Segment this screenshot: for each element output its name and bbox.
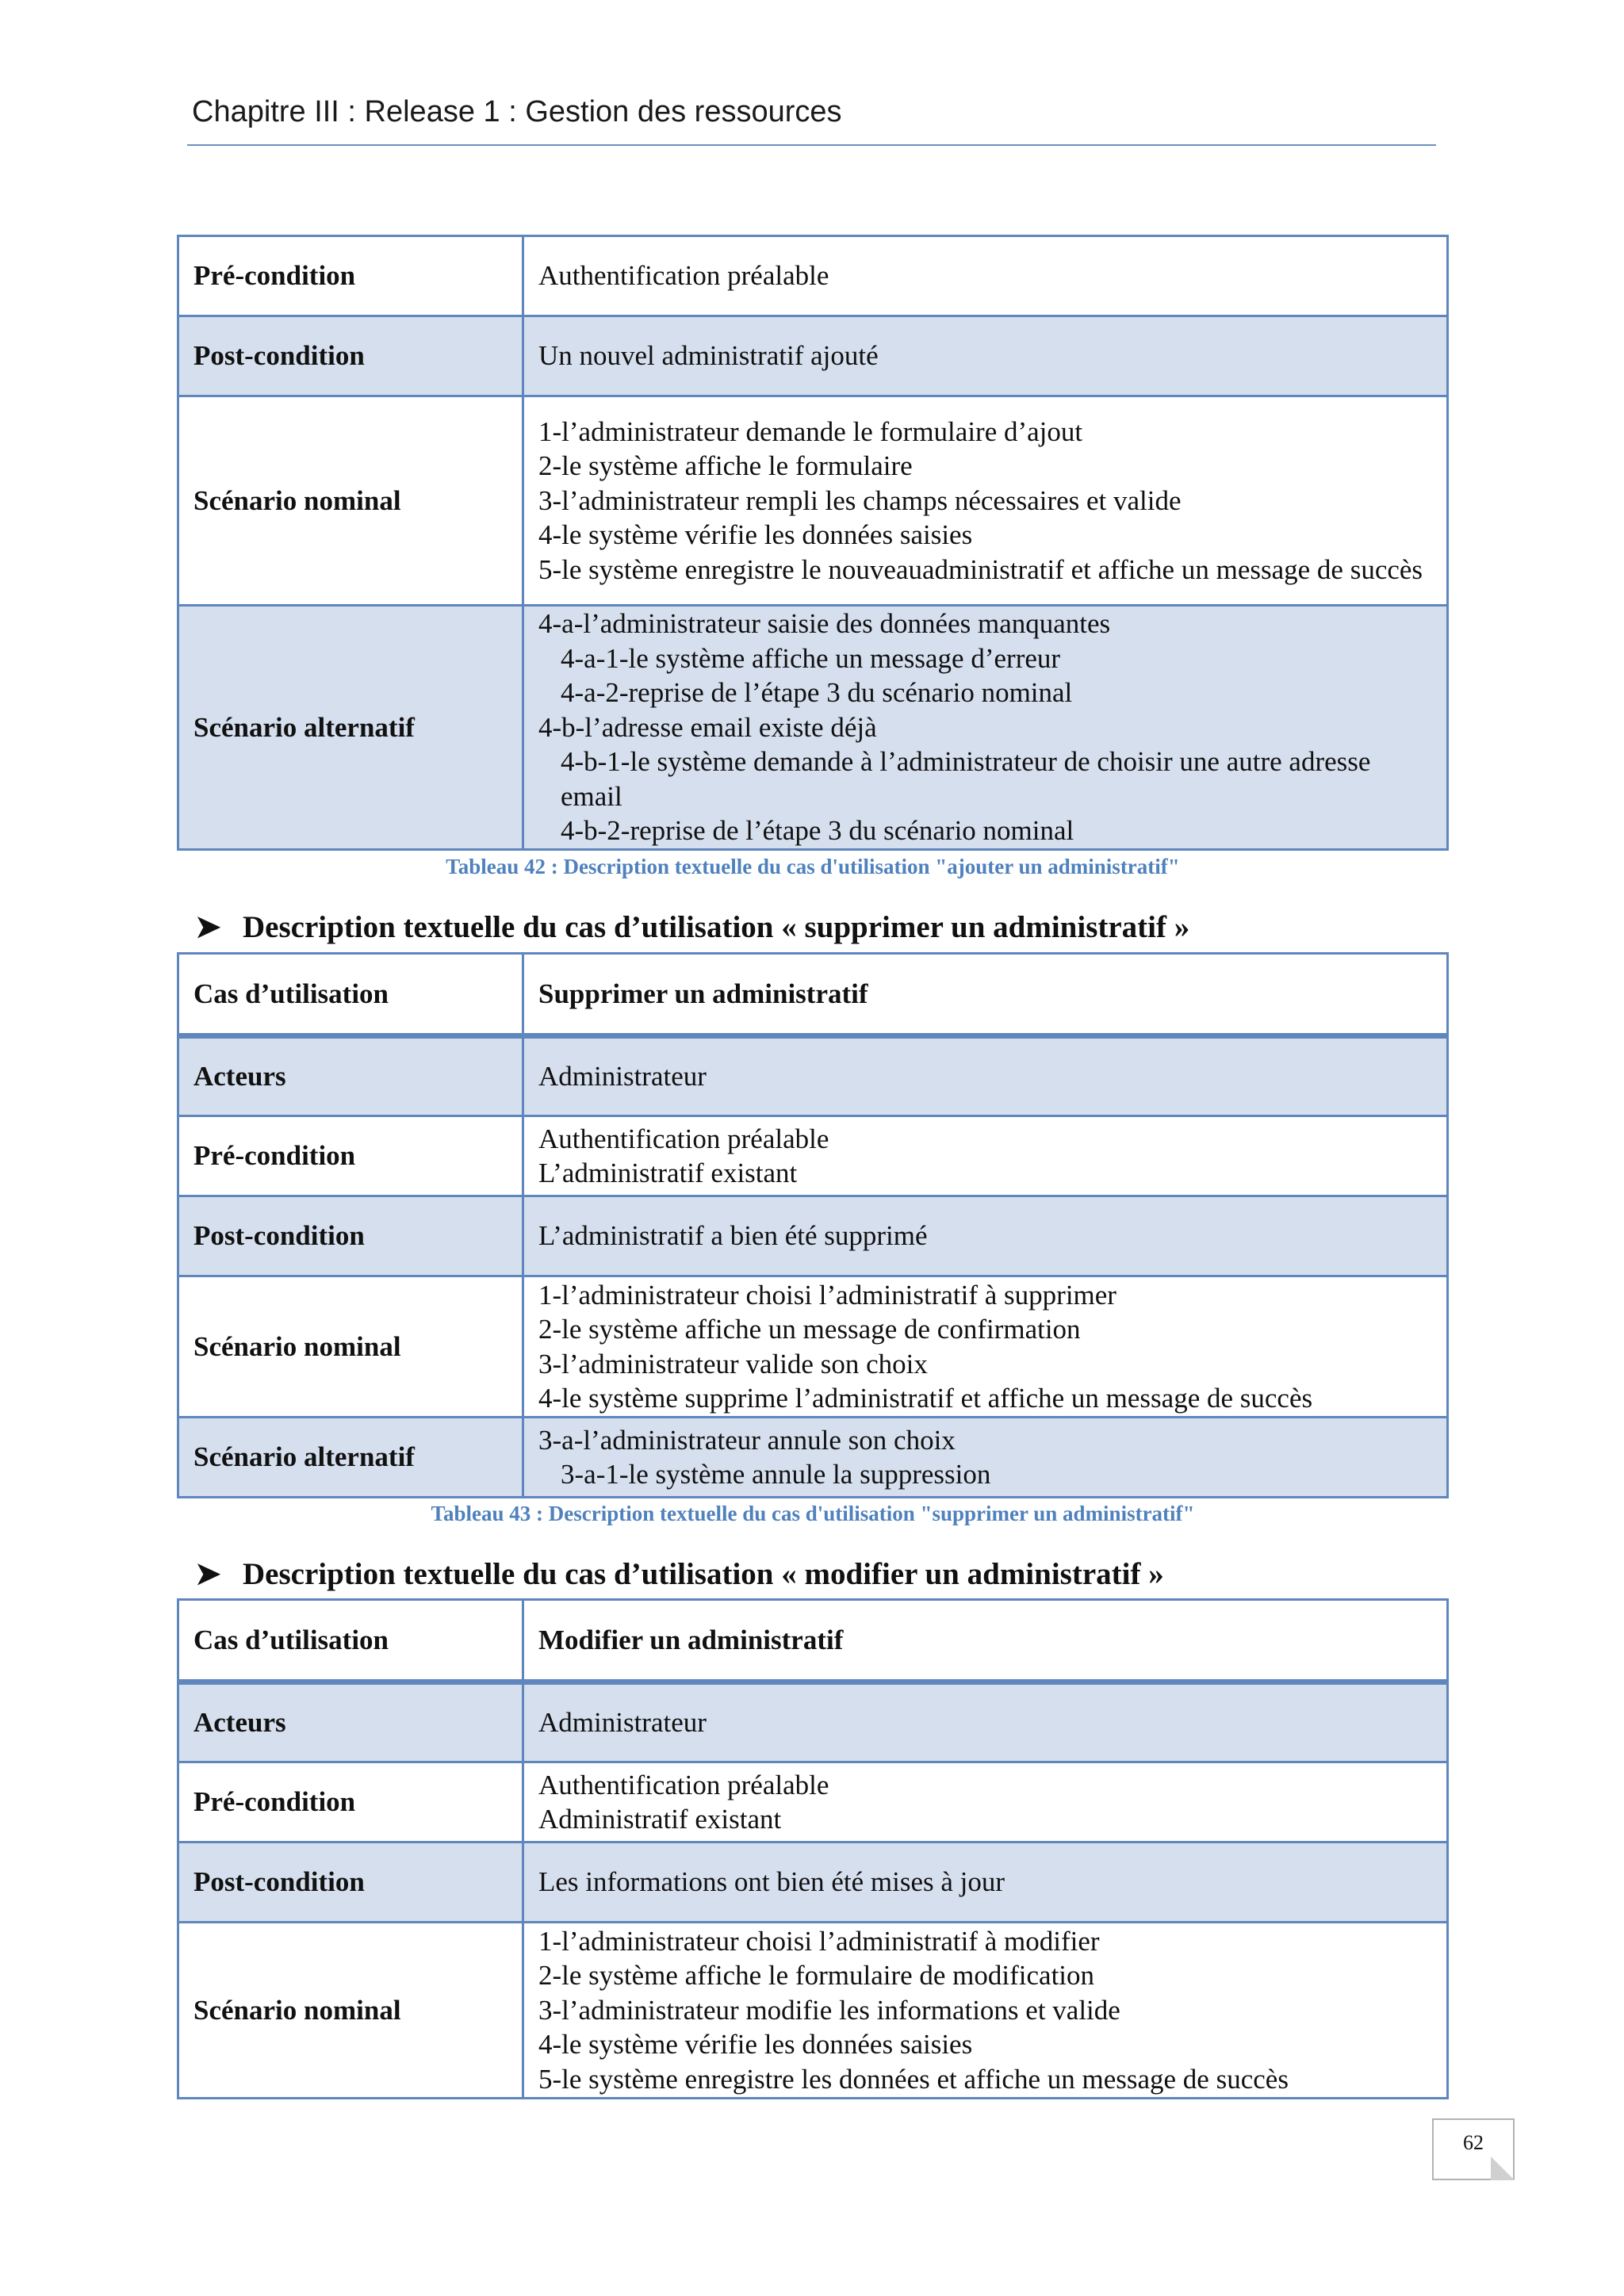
header-divider <box>187 144 1436 146</box>
arrow-bullet-icon: ➤ <box>195 910 221 944</box>
row-value: 4-a-l’administrateur saisie des données manquantes 4-a-1-le système affiche un message d’erreur 4-a-2-reprise de l’étape 3 du scénario nominal 4-b-l’adresse email existe déjà 4-b-1-le système demande à l’administrateur de choisir une autre adresse email 4-b-2-reprise de l’étape 3 du scénario nominal <box>523 606 1448 850</box>
use-case-table-modify-administratif <box>177 1598 1449 2099</box>
page-curl-icon <box>1491 2156 1515 2180</box>
section-heading: ➤ Description textuelle du cas d’utilisation « modifier un administratif » <box>195 1557 1164 1591</box>
row-value: Authentification préalable L’administratif existant <box>523 1116 1448 1196</box>
row-label: Pré-condition <box>178 1116 523 1196</box>
row-value: 1-l’administrateur choisi l’administratif à modifier 2-le système affiche le formulaire de modification 3-l’administrateur modifie les informations et valide 4-le système vérifie les données saisies 5-le système enregistre les données et affiche un message de succès <box>523 1923 1448 2099</box>
table-row <box>178 1276 1448 1418</box>
row-value: Les informations ont bien été mises à jour <box>523 1843 1448 1923</box>
row-value: Administrateur <box>523 1682 1448 1762</box>
table-caption: Tableau 42 : Description textuelle du cas d'utilisation "ajouter un administratif" <box>446 855 1180 878</box>
table-row <box>178 1418 1448 1498</box>
row-value: Modifier un administratif <box>523 1600 1448 1682</box>
table-row <box>178 1196 1448 1276</box>
row-value: Un nouvel administratif ajouté <box>523 316 1448 396</box>
table-row <box>178 236 1448 316</box>
row-label: Cas d’utilisation <box>178 1600 523 1682</box>
row-label: Post-condition <box>178 1843 523 1923</box>
table-caption: Tableau 43 : Description textuelle du cas d'utilisation "supprimer un administratif" <box>431 1502 1195 1525</box>
use-case-table-delete-administratif <box>177 952 1449 1498</box>
section-heading: ➤ Description textuelle du cas d’utilisation « supprimer un administratif » <box>195 910 1190 944</box>
table-row <box>178 1036 1448 1116</box>
row-label: Scénario alternatif <box>178 1418 523 1498</box>
row-label: Acteurs <box>178 1036 523 1116</box>
table-row <box>178 1762 1448 1843</box>
row-label: Cas d’utilisation <box>178 954 523 1036</box>
row-value: Authentification préalable <box>523 236 1448 316</box>
row-label: Pré-condition <box>178 236 523 316</box>
row-value: Authentification préalable Administratif existant <box>523 1762 1448 1843</box>
page-header-title: Chapitre III : Release 1 : Gestion des ressources <box>192 95 842 128</box>
row-label: Acteurs <box>178 1682 523 1762</box>
use-case-table-add-administratif <box>177 235 1449 851</box>
table-row <box>178 1843 1448 1923</box>
row-label: Scénario nominal <box>178 1923 523 2099</box>
table-row <box>178 1116 1448 1196</box>
table-row <box>178 1682 1448 1762</box>
table-row <box>178 396 1448 606</box>
row-value: Administrateur <box>523 1036 1448 1116</box>
table-row <box>178 606 1448 850</box>
page-number: 62 <box>1463 2131 1484 2154</box>
row-label: Post-condition <box>178 316 523 396</box>
row-label: Pré-condition <box>178 1762 523 1843</box>
row-value: Supprimer un administratif <box>523 954 1448 1036</box>
row-value: 3-a-l’administrateur annule son choix 3-a-1-le système annule la suppression <box>523 1418 1448 1498</box>
row-label: Scénario alternatif <box>178 606 523 850</box>
table-row <box>178 1923 1448 2099</box>
row-value: L’administratif a bien été supprimé <box>523 1196 1448 1276</box>
arrow-bullet-icon: ➤ <box>195 1557 221 1591</box>
row-label: Post-condition <box>178 1196 523 1276</box>
row-label: Scénario nominal <box>178 1276 523 1418</box>
table-row <box>178 316 1448 396</box>
table-row <box>178 954 1448 1036</box>
row-label: Scénario nominal <box>178 396 523 606</box>
row-value: 1-l’administrateur demande le formulaire d’ajout 2-le système affiche le formulaire 3-l’administrateur rempli les champs nécessaires et valide 4-le système vérifie les données saisies 5-le système enregistre le nouveauadministratif et affiche un message de succès <box>523 396 1448 606</box>
table-row <box>178 1600 1448 1682</box>
row-value: 1-l’administrateur choisi l’administratif à supprimer 2-le système affiche un message de confirmation 3-l’administrateur valide son choix 4-le système supprime l’administratif et affiche un message de succès <box>523 1276 1448 1418</box>
page-number-box <box>1432 2118 1515 2180</box>
